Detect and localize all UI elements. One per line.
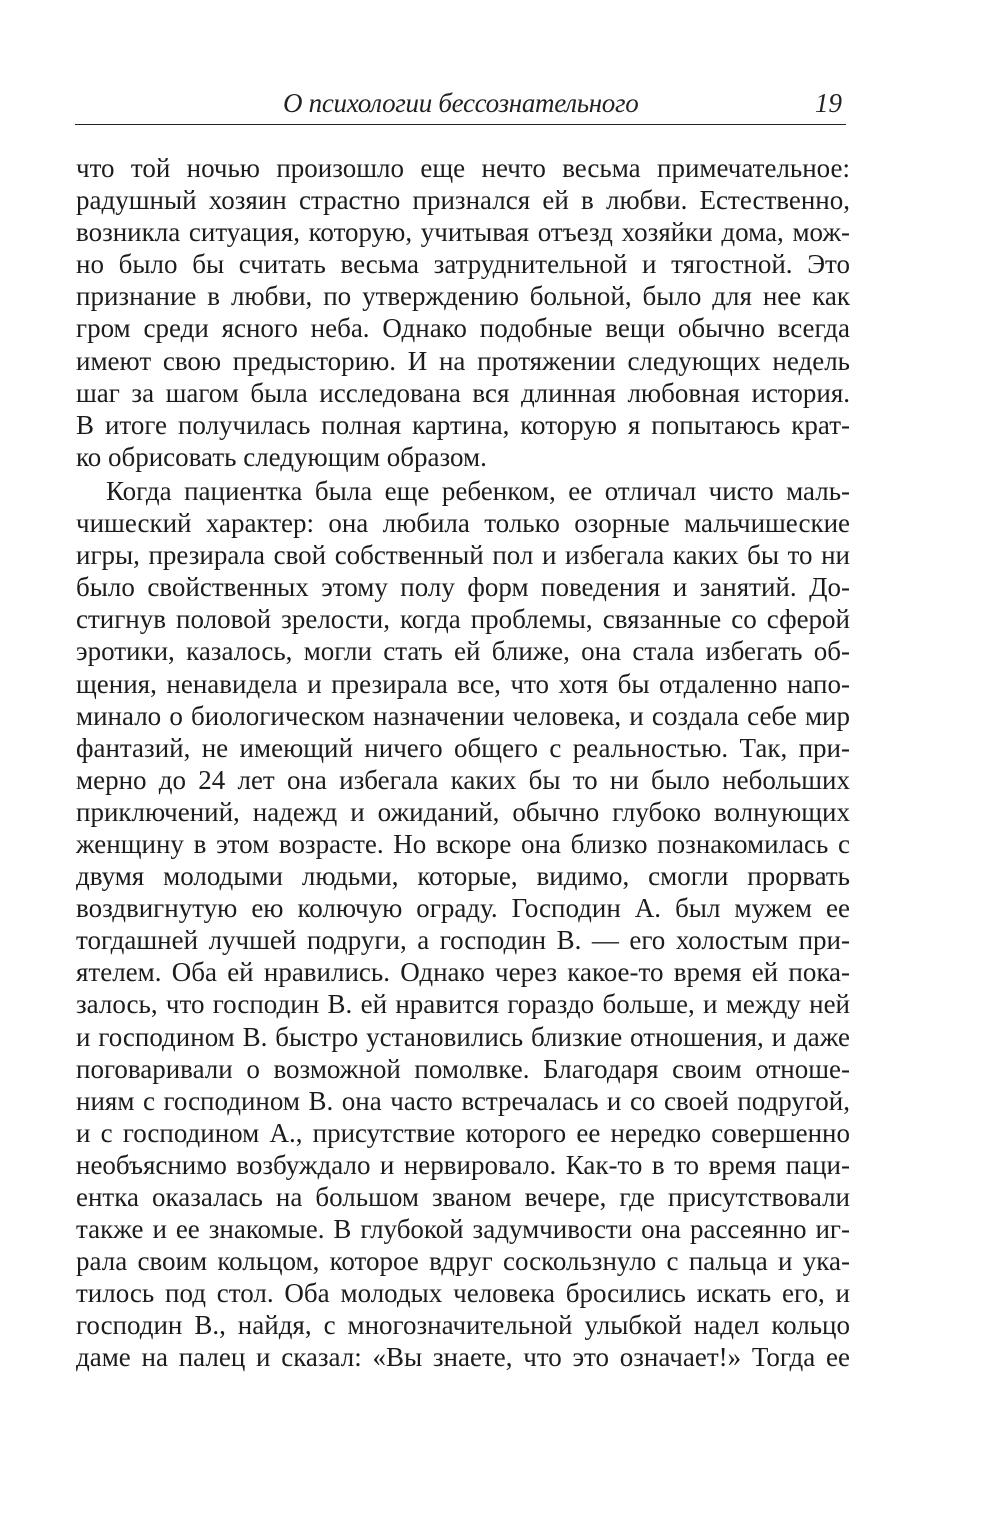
- text-line: но было бы считать весьма затруднительной и тягостной. Это: [76, 249, 850, 280]
- text-line: В итоге получилась полная картина, которую я попытаюсь крат-: [76, 409, 850, 440]
- text-line: рала своим кольцом, которое вдруг соскользнуло с пальца и ука-: [76, 1246, 850, 1277]
- text-line: радушный хозяин страстно признался ей в любви. Естественно,: [76, 185, 850, 216]
- text-line: ятелем. Оба ей нравились. Однако через какое-то время ей пока-: [76, 957, 850, 988]
- text-line: приключений, надежд и ожиданий, обычно глубоко волнующих: [76, 796, 850, 827]
- text-line: залось, что господин В. ей нравится гораздо больше, и между ней: [76, 989, 850, 1020]
- text-line: эротики, казалось, могли стать ей ближе, она стала избегать об-: [76, 636, 850, 667]
- paragraph-2: [76, 475, 850, 1374]
- text-line: женщину в этом возрасте. Но вскоре она близко познакомилась с: [76, 828, 850, 859]
- paragraph-1: [76, 152, 850, 473]
- text-line: и с господином А., присутствие которого ее нередко совершенно: [76, 1117, 850, 1148]
- text-line: мерно до 24 лет она избегала каких бы то ни было небольших: [76, 764, 850, 795]
- running-title: О психологии бессознательного: [283, 88, 639, 118]
- text-line: было свойственных этому полу форм поведения и занятий. До-: [76, 572, 850, 603]
- text-line: тилось под стол. Оба молодых человека бросились искать его, и: [76, 1278, 850, 1309]
- text-line: возникла ситуация, которую, учитывая отъезд хозяйки дома, мож-: [76, 217, 850, 248]
- text-line: игры, презирала свой собственный пол и избегала каких бы то ни: [76, 540, 850, 571]
- text-line: поговаривали о возможной помолвке. Благодаря своим отноше-: [76, 1053, 850, 1084]
- running-header: [75, 84, 846, 125]
- text-line: господин В., найдя, с многозначительной улыбкой надел кольцо: [76, 1310, 850, 1341]
- text-line: что той ночью произошло еще нечто весьма примечательное:: [76, 153, 850, 183]
- text-line: стигнув половой зрелости, когда проблемы, связанные со сферой: [76, 604, 850, 635]
- page-number: 19: [815, 88, 842, 118]
- text-line: двумя молодыми людьми, которые, видимо, смогли прорвать: [76, 861, 850, 892]
- text-line: имеют свою предысторию. И на протяжении следующих недель: [76, 345, 850, 376]
- text-line: фантазий, не имеющий ничего общего с реальностью. Так, при-: [76, 732, 850, 763]
- text-line: Когда пациентка была еще ребенком, ее отличал чисто маль-: [106, 475, 850, 506]
- text-line: щения, ненавидела и презирала все, что хотя бы отдаленно напо-: [76, 668, 850, 699]
- text-line: воздвигнутую ею колючую ограду. Господин А. был мужем ее: [76, 893, 850, 924]
- text-line: чишеский характер: она любила только озорные мальчишеские: [76, 508, 850, 539]
- text-line: также и ее знакомые. В глубокой задумчивости она рассеянно иг-: [76, 1214, 850, 1245]
- text-line: признание в любви, по утверждению больной, было для нее как: [76, 281, 850, 312]
- body-text: [76, 152, 850, 1374]
- text-line: гром среди ясного неба. Однако подобные вещи обычно всегда: [76, 313, 850, 344]
- text-line: ниям с господином В. она часто встречалась и со своей подругой,: [76, 1085, 850, 1116]
- text-line: ентка оказалась на большом званом вечере, где присутствовали: [76, 1182, 850, 1212]
- text-line: минало о биологическом назначении человека, и создала себе мир: [76, 700, 850, 731]
- text-line: шаг за шагом была исследована вся длинная любовная история.: [76, 377, 850, 408]
- text-line: даме на палец и сказал: «Вы знаете, что это означает!» Тогда ее: [76, 1342, 850, 1373]
- text-line: и господином В. быстро установились близкие отношения, и даже: [76, 1021, 850, 1052]
- text-line: ко обрисовать следующим образом.: [76, 441, 487, 472]
- text-line: необъяснимо возбуждало и нервировало. Как-то в то время паци-: [76, 1149, 850, 1180]
- text-line: тогдашней лучшей подруги, а господин В. — его холостым при-: [76, 925, 850, 956]
